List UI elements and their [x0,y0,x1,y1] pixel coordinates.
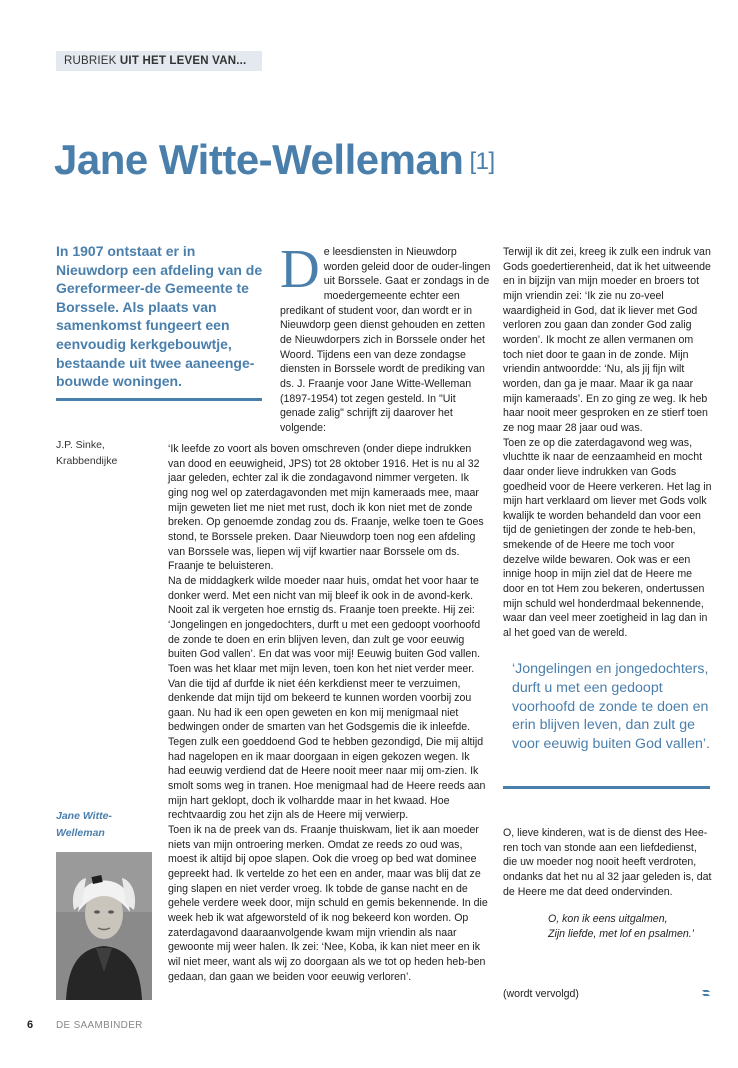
column-intro-text: e leesdiensten in Nieuwdorp worden geleid door de ouder-lingen uit Borssele. Gaat er zondags in de moedergemeente echter een predikant of student voor, dan wordt er in Nieuwdorp geen dienst gehouden en zetten de Nieuwdorpers zich in Borssele onder het Woord. Tijdens een van deze zondagse diensten in Borssele wordt de prediking van ds. J. Fraanje voor Jane Witte-Welleman (1897-1954) tot zegen gesteld. In "Uit genade zalig" schrijft zij daarover het volgende: [280,246,491,434]
to-be-continued: (wordt vervolgd) [503,988,579,1000]
magazine-name: DE SAAMBINDER [56,1020,143,1031]
paragraph: Van die tijd af durfde ik niet één kerkdienst meer te verzuimen, denkende dat mijn tijd om bekeerd te kunnen worden voorbij zou gaan. Nu had ik een open geweten en kon mij menigmaal niet bedwingen onder de smarten van het Godsgemis die ik inleefde. Tegen zulk een goeddoend God te hebben gezondigd, Die mij altijd had nagelopen en ik maar doorgaan in eigen gekozen wegen. Ik had eeuwig verdiend dat de Heere nooit meer naar mij om-zien. Ik smolt soms weg in tranen. Hoe menigmaal had de Heere reeds aan mijn hart geklopt, doch ik volhardde maar in het kwaad. Hoe rechtvaardig zou het zijn als de Heere mij verwierp. [168,677,486,822]
portrait-illustration [56,852,152,1000]
drop-cap: D [280,238,320,299]
photo-caption [56,808,156,842]
article-column-intro [280,238,492,436]
article-title-note: [1] [469,148,495,175]
author-byline [56,437,156,469]
author-place: Krabbendijke [56,455,118,467]
end-mark-icon [701,988,711,998]
article-title [54,136,495,184]
intro-divider [56,398,262,401]
photo-caption-line1: Jane Witte- [56,810,112,822]
rubriek-label [56,51,262,71]
paragraph: Toen ik na de preek van ds. Fraanje thuiskwam, liet ik aan moeder niets van mijn ontroering merken. Omdat ze reeds zo oud was, moest ik altijd bij opoe slapen. Ook die vroeg op bed wat dominee gepreekt had. Ik vertelde zo het een en ander, maar was blij dat ze ging slapen en niet verder vroeg. Ik tobde de ganse nacht en de gehele verdere week door, mijn schuld en gemis bekennende. In die week heb ik wat afgeworsteld of ik nog bekeerd kon worden. Op zaterdagavond daaraanvolgende kwam mijn vriendin als naar gewoonte mij weer halen. Ik zei: ‘Nee, Koba, ik kan niet meer en ik wil niet meer, want als wij zo doorgaan als we tot op heden heb-ben gedaan, dan gaan we beiden voor eeuwig verloren’. [168,824,488,983]
poem-line: Zijn liefde, met lof en psalmen.’ [548,928,695,940]
paragraph: O, lieve kinderen, wat is de dienst des Hee-ren toch van stonde aan een liefdedienst, die uw moeder nog nooit heeft verdroten, ondanks dat het nu al 32 jaar geleden is, dat de Heere me dat deed ondervinden. [503,827,712,898]
author-name: J.P. Sinke, [56,439,105,451]
rubriek-prefix: RUBRIEK [64,55,120,67]
article-title-text: Jane Witte-Welleman [54,136,464,183]
portrait-photo [56,852,152,1000]
paragraph: Toen ze op die zaterdagavond weg was, vluchtte ik naar de eenzaamheid en mocht daar onder lieve indrukken van Gods goedheid voor de Heere verkeren. Het lag in mijn hart verklaard om liever met Gods volk kwalijk te worden behandeld dan voor een tijd de genietingen der zonde te heb-ben, smekende of de Heere me toch voor dezelve wilde bewaren. Ook was er een innige hoop in mijn ziel dat de Heere me door en tot Hem zou bekeren, ondertussen mijn schuld wel honderdmaal bekennende, waar dan veel meer zoetigheid in lag dan in al het goed van de wereld. [503,436,712,640]
article-column-quote [168,442,490,984]
pullquote-divider [503,786,710,789]
article-intro: In 1907 ontstaat er in Nieuwdorp een afdeling van de Gereformeer-de Gemeente te Borssele. Als plaats van samenkomst fungeert een eenvoudig kerkgebouwtje, bestaande uit twee aaneenge-bouwde woningen. [56,243,263,390]
paragraph: Na de middagkerk wilde moeder naar huis, omdat het voor haar te donker werd. Met een nicht van mij bleef ik ook in de avond-kerk. Nooit zal ik vergeten hoe ernstig ds. Fraanje toen preekte. Hij zei: ‘Jongelingen en jongedochters, durft u met een gedoopt voorhoofd de zonde te doen en erin blijven leven, dan zult ge voor eeuwig buiten God vallen’. En dat was voor mij! Eeuwig buiten God vallen. Toen was het klaar met mijn leven, toen kon het niet verder meer. [168,574,481,675]
poem-line: O, kon ik eens uitgalmen, [548,913,668,925]
pull-quote: ‘Jongelingen en jongedochters, durft u met een gedoopt voorhoofd de zonde te doen en erin blijven leven, dan zult ge voor eeuwig buiten God vallen’. [512,661,710,753]
closing-poem [548,912,718,942]
photo-caption-line2: Welleman [56,827,105,839]
page-number: 6 [27,1019,34,1031]
rubriek-title: UIT HET LEVEN VAN... [119,55,247,67]
paragraph: ‘Ik leefde zo voort als boven omschreven (onder diepe indrukken van dood en eeuwigheid, JPS) tot 28 oktober 1916. Het is nu al 32 jaar geleden, echter zal ik die zondagavond nimmer vergeten. Ik ging nog wel op zaterdagavonden met mijn kameraads mee, maar mijn geweten liet me niet met rust, doch ik kon niet met de zonde breken. Op genoemde zondag zou ds. Fraanje, welke toen te Goes stond, te Borssele preken. Daar Nieuwdorp toen nog een afdeling van Borssele was, liepen wij vijf kwartier naar Borssele om ds. Fraanje te beluisteren. [168,443,484,573]
article-column-closing [503,826,713,899]
paragraph: Terwijl ik dit zei, kreeg ik zulk een indruk van Gods goedertierenheid, dat ik het uitweende en in bijzijn van mijn moeder en broers tot mijn vriendin zei: ‘Ik zie nu zo-veel waardigheid in God, dat ik liever met God verloren zou gaan dan zonder God zalig worden’. Ik mocht ze allen vermanen om toch niet door te gaan in de zonde. Mijn vriendin antwoordde: ‘Nu, als jij fijn wilt worden, dan ga je maar. Maar ik ga naar mijn kameraads’. En zo ging ze weg. Ik heb haar nooit meer gesproken en ze stierf toen ze nog maar 28 jaar oud was. [503,246,711,434]
article-column-right [503,245,713,641]
